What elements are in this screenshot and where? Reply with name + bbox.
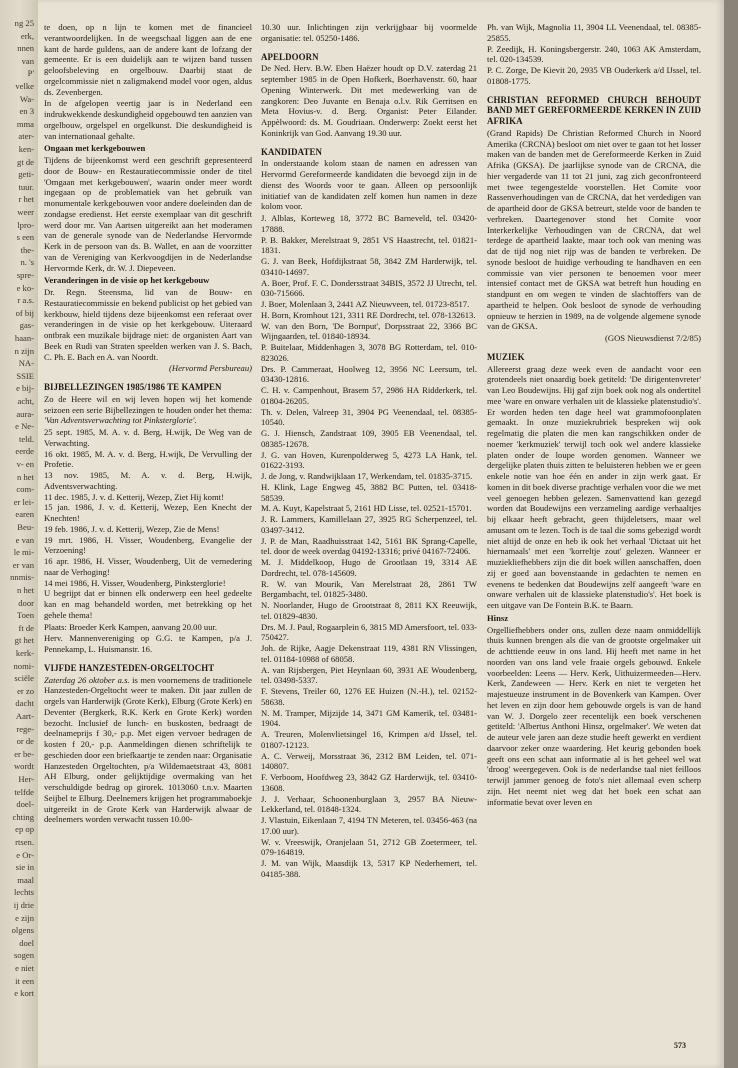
candidate-entry: A. Treuren, Molenvlietsingel 16, Krimpen a/d IJssel, tel. 01807-12123. (261, 729, 477, 750)
lecture-date-list (44, 427, 252, 588)
gutter-fragment: gt het (14, 635, 34, 646)
candidate-entry: A. van Rijsbergen, Piet Heynlaan 60, 3931 AE Woudenberg, tel. 03498-5337. (261, 664, 477, 686)
candidate-entry: G. J. van Beek, Hofdijkstraat 58, 3842 ZM Harderwijk, tel. 03410-14697. (261, 256, 477, 277)
candidate-entry: J. P. de Man, Raadhuisstraat 142, 5161 BK Sprang-Capelle, tel. door de week overdag 04192-13316; privé 04167-72406. (261, 535, 477, 557)
gutter-fragment: Toen (16, 610, 34, 621)
candidate-entry: A. C. Verweij, Morsstraat 36, 2312 BM Leiden, tel. 071-140807. (261, 750, 477, 772)
candidate-entry: W. van den Born, 'De Bornput', Dorpsstraat 22, 3366 BC Wijngaarden, tel. 01840-18934. (261, 320, 477, 342)
gutter-fragment: sciële (14, 673, 34, 684)
gutter-fragment: eerde (15, 446, 34, 457)
gutter-fragment: gas- (19, 320, 34, 331)
gutter-fragment: en 3 (19, 106, 34, 117)
col1-paragraph: Dr. Regn. Steensma, lid van de Bouw- en Restauratiecommissie en bekend publicist op het gebied van kerkbouw, hield tijdens deze bijeenkomst een referaat over veranderingen in de visie op het kerkgebouw. Uiteraard ontbrak een muzikale bijdrage niet: de organisten Aart van Beek en Rudi van Straten speelden werken van J. S. Bach, C. Ph. E. Bach en A. van Noordt. (44, 287, 252, 362)
gutter-fragment: ng 25 (14, 18, 34, 28)
gutter-fragment: olgens (11, 925, 34, 936)
lecture-date-item: 11 dec. 1985, J. v. d. Ketterij, Wezep, Ziet Hij komt! (44, 491, 224, 502)
gutter-fragment: Beu- (17, 522, 34, 532)
col3-heading-crc: CHRISTIAN REFORMED CHURCH BEHOUDT BAND MET GEREFORMEERDE KERKEN IN ZUID AFRIKA (487, 94, 701, 126)
gutter-fragment: geti- (18, 169, 34, 180)
candidate-entry: F. Stevens, Treiler 60, 1276 EE Huizen (N.-H.), tel. 02152-58638. (261, 686, 477, 707)
candidate-entry: R. W. van Mourik, Van Merelstraat 28, 2861 TW Bergambacht, tel. 01825-3480. (261, 578, 477, 600)
gutter-fragment: e bij- (16, 383, 34, 394)
candidate-entry: J. J. Verhaar, Schoonenburglaan 3, 2957 BA Nieuw-Lekkerland, tel. 01848-1324. (261, 793, 477, 815)
candidate-list-continued (487, 22, 701, 87)
gutter-fragment: or de (16, 736, 34, 747)
col3-subheading-hinsz: Hinsz (487, 612, 509, 623)
col1-paragraph: U begrijpt dat er binnen elk onderwerp een heel gedeelte kan en mag behandeld worden, met betrekking op het gehele thema! (44, 588, 252, 620)
lecture-date-item: 16 okt. 1985, M. A. v. d. Berg, H.wijk, De Vervulling der Profetie. (44, 448, 252, 470)
candidate-entry: A. Boer, Prof. F. C. Dondersstraat 34BIS, 3572 JJ Utrecht, tel. 030-715666. (261, 277, 477, 299)
gutter-fragment: e zijn (15, 912, 34, 923)
gutter-fragment: Aart- (15, 711, 34, 721)
candidate-entry: Drs. P. Cammeraat, Hoolweg 12, 3956 NC Leersum, tel. 03430-12816. (261, 363, 477, 385)
gutter-fragment: lechts (13, 887, 34, 898)
col3-paragraph: Allereerst graag deze week even de aandacht voor een grotendeels niet onaardig boek getiteld: 'De dirigentenvreter' van Leo Boudewijns. Hij gaf zijn boek ook nog als ondertitel mee 'ware en onware verhalen uit de klassieke platenstudio's'. Er worden heden ten dage heel wat grammofoonplaten gemaakt. In onze muziekrubriek bespreken wij ook regelmatig die platen die men kan rangschikken onder de noemer 'kerkmuziek' terwijl toch ook wel andere klassieke platen onder de loupe worden genomen. Wanneer we dergelijke platen thuis zitten te beluisteren hebben we er geen enkele notie van hoe één en ander in zijn werk gaat. Er komen in dit boek diverse prachtige verhalen voor die we met veel genoegen hebben gelezen. Samenvattend kan gezegd worden dat Boudewijns een verzameling aardige verhaaltjes bij elkaar heeft gebracht, geen thijdeletsers, maar wel amusant om te lezen. Toch is de taal die soms gebezigd wordt niet altijd de onze en heb ik ook het verhaal 'Dictaat uit het hiernamaals' met een 'korreltje zout' gelezen. Wanneer er muziekliefhebbers zijn die dit boek willen aanschaffen, doen zij er goed aan bovenstaande in gedachten te nemen en evenens te bedenken dat Boudewijns zelf aangeeft 'ware en onware verhalen uit de klassieke platenstudio's'. Het boek is een uitgave van De Fontein B.K. te Baarn. (487, 363, 701, 610)
col1-paragraph (44, 394, 252, 426)
candidate-entry: M. J. Middelkoop, Hugo de Grootlaan 19, 3314 AE Dordrecht, tel. 078-145609. (261, 557, 477, 578)
gutter-fragment: doel (19, 937, 34, 948)
candidate-entry: J. Boer, Molenlaan 3, 2441 AZ Nieuwveen, tel. 01723-8517. (261, 299, 470, 309)
gutter-fragment: rtsen. (15, 837, 34, 847)
candidate-entry: P. B. Bakker, Merelstraat 9, 2851 VS Haastrecht, tel. 01821-1831. (261, 234, 477, 256)
candidate-entry: Joh. de Rijke, Aagje Dekenstraat 119, 4381 RN Vlissingen, tel. 01184-10988 of 68058. (261, 643, 477, 664)
col2-heading-apeldoorn: APELDOORN (261, 51, 319, 62)
gutter-fragment: n. 's (20, 257, 34, 268)
previous-page-edge (0, 0, 38, 1068)
gutter-fragment: rege- (16, 723, 34, 734)
gutter-fragment: van (21, 55, 34, 66)
gutter-fragment: v- en (16, 459, 34, 469)
gutter-fragment: le mi- (13, 547, 34, 558)
gutter-fragment: n het (17, 471, 34, 482)
lecture-date-item: 13 nov. 1985, M. A. v. d. Berg, H.wijk, Adventsverwachting. (44, 470, 252, 491)
gutter-fragment: maal (17, 874, 34, 885)
gutter-fragment: Her- (18, 774, 34, 784)
gutter-fragment: ij drie (13, 900, 34, 910)
gutter-fragment: sogen (13, 950, 34, 961)
gutter-fragment: lpro- (17, 219, 34, 230)
gutter-fragment: e Ne- (15, 421, 34, 432)
candidate-entry: F. Verboom, Hoofdweg 23, 3842 GZ Harderwijk, tel. 03410-13608. (261, 772, 477, 793)
gutter-fragment: er lei- (13, 496, 34, 507)
gutter-fragment: e kort (14, 988, 34, 999)
col3-paragraph: Orgelliefhebbers onder ons, zullen deze naam onmiddellijk thuis kunnen brengen als die van de grootste orgelmaker uit de achttiende eeuw in ons land. Hij heeft met name in het noorden van ons land vele fraaie orgels gebouwd. Enkele voorbeelden: Leens — Herv. Kerk, Uithuizermeeden—Herv. Kerk, Zandeween — Herv. Kerk en niet te vergeten het majestueuze instrument in de Bovenkerk van Kampen. Over het leven en zijn door hem gebouwde orgels is van de hand van W. J. Dorgelo zeer recentelijk een boek verschenen getiteld: 'Albertus Anthoni Hinsz, orgelmaker'. We weten dat de auteur vele jaren aan deze studie heeft gewerkt en verdient daarvoor zeker onze waardering. Het keurig gebonden boek geeft ons een schat aan informatie al is het geheel wel wat 'droog' weergegeven. Ook is de nederlandse taal niet feilloos terwijl jammer genoeg de foto's niet allemaal even scherp zijn. Het neemt niet weg dat het boek een schat aan informatie bevat over leven en (487, 624, 701, 807)
gutter-fragment: nnmis- (10, 572, 34, 583)
col1-paragraph: Plaats: Broeder Kerk Kampen, aanvang 20.00 uur. (44, 621, 218, 632)
gutter-fragment: r a.s. (17, 295, 34, 306)
gutter-fragment: chting (12, 811, 34, 822)
column-1 (44, 22, 252, 826)
col1-subheading: Ongaan met kerkgebouwen (44, 143, 146, 154)
gutter-fragment: r het (18, 194, 34, 205)
gutter-fragment: e ko- (16, 282, 34, 293)
gutter-fragment: telfde (14, 786, 34, 797)
candidate-entry: Drs. M. J. Paul, Rogaarplein 6, 3815 MD Amersfoort, tel. 033-750427. (261, 621, 478, 643)
candidate-entry: N. Noorlander, Hugo de Grootstraat 8, 2811 KX Reeuwijk, tel. 01829-4830. (261, 600, 477, 621)
gutter-fragment: er van (12, 559, 34, 570)
col3-source: (GOS Nieuwsdienst 7/2/85) (605, 333, 701, 343)
candidate-entry: N. M. Tramper, Mijzijde 14, 3471 GM Kamerik, tel. 03481-1904. (261, 707, 477, 729)
gutter-fragment: door (18, 597, 34, 608)
gutter-fragment: ft de (18, 622, 34, 633)
col3-paragraph: (Grand Rapids) De Christian Reformed Church in Noord Amerika (CRCNA) besloot om niet over te gaan tot het losser maken van de banden met de Gereformeerde Kerken in Zuid Afrika (GKSA). De jaarlijkse synode van de CRCNA, die hier vergaderde van 11 tot 21 juni, zag zich geconfronteerd met twee tegengestelde voorstellen. Het Comite voor Rassenverhoudingen van de CRCNA, dat het verdedigen van de apartheid door de GKSA betreurt, stelde voor de banden te verbreken. Daartegenover stond het Comite voor Interkerkelijke Verhoudingen van de CRCNA, dat wel terdege de apartheid laakte, maar toch ook van mening was dat de tijd nog niet rijp was de banden te verbreken. De synode besloot de huidige verhouding te handhaven en een commissie van vier personen te benoemen voor meer intensief contact met de GKSA wat betreft hun houding en standpunt en om wegen te vinden de slachtoffers van de apartheid te helpen. Ook besloot de synode de verhouding opnieuw te herzien in 1989, na de volgende algemene synode van de GKSA. (487, 127, 701, 332)
lecture-date-item: 19 mrt. 1986, H. Visser, Woudenberg, Evangelie der Verzoening! (44, 534, 252, 556)
gutter-fragment: NA- (18, 358, 34, 369)
gutter-fragment: P' (27, 68, 34, 79)
col1-intro: te doen, op n lijn te komen met de financieel verantwoordelijken. In de weegschaal liggen aan de ene kant de harde guldens, aan de andere kant de lofzang der gemeente. Er is een duidelijk aan te wijzen band tussen geloofsbeleving en orgelbouw. Daarbij staat de orgelcommissie niet n zaligmakend model voor ogen, aldus ds. Zevenbergen. (44, 22, 252, 97)
page-number: 573 (674, 1041, 686, 1050)
candidate-entry: J. M. van Wijk, Maasdijk 13, 5317 KP Nederhemert, tel. 04185-388. (261, 858, 477, 879)
col2-heading-kandidaten: KANDIDATEN (261, 146, 322, 157)
col1-paragraph: In de afgelopen veertig jaar is in Nederland een indrukwekkende deskundigheid opgebouwd ten aanzien van orgelbouw, orgelspel en orgelkunst. Die deskundigheid is van internationaal gehalte. (44, 98, 252, 141)
gutter-fragment: e Or- (16, 849, 34, 860)
gutter-fragment: erk, (20, 30, 34, 41)
gutter-fragment: kerk- (15, 648, 34, 658)
gutter-fragment: of bij (15, 307, 34, 318)
col2-paragraph: In onderstaande kolom staan de namen en adressen van Hervormd Gereformeerde kandidaten die bevoegd zijn in de dienst des Woords voor te gaan. Alleen op persoonlijk initiatief van de kandidaten zelf komen hun namen in deze kolom voor. (261, 158, 477, 212)
col2-intro: 10.30 uur. Inlichtingen zijn verkrijgbaar bij voormelde organisatie: tel. 05250-1486. (261, 22, 477, 43)
column-2 (261, 22, 477, 880)
gutter-fragment: nnen (17, 43, 34, 54)
candidate-list (261, 213, 477, 880)
gutter-fragment: e niet (15, 963, 34, 973)
col2-paragraph: De Ned. Herv. B.W. Eben Haëzer houdt op D.V. zaterdag 21 september 1985 in de Open Hofkerk, Boerhavenstr. 60, haar Opening Winterwerk. Dit met medewerking van de zangkoren: Deo Juvante en Benaja o.l.v. Rik Gerritsen en Meta Hovius-v. d. Berg. Organist: Peter Eilander. Appèlwoord: ds. M. Goudriaan. Onderwerp: Zoekt eerst het Koninkrijk van God. Aanvang 19.30 uur. (261, 63, 477, 138)
candidate-entry: G. J. Hiensch, Zandstraat 109, 3905 EB Veenendaal, tel. 08385-12678. (261, 428, 477, 449)
col1-paragraph: Tijdens de bijeenkomst werd een geschrift gepresenteerd door de Bouw- en Restauratiecommissie onder de titel 'Omgaan met kerkgebouwen', waarin onder meer wordt ingegaan op de problematiek van het gebruik van monumentale kerkgebouwen voor andere doeleinden dan de zondagse eredienst. Het eerste exemplaar van dit geschrift werd door mr. Van Aartsen uitgereikt aan het moderamen van de generale synode van de Nederlandse Hervormde Kerk in de persoon van ds. B. Wallet, en aan de voorzitter van de Vereniging van Kerkvoogdijen in de Nederlandse Hervormde Kerk, dr. W. J. Diepeveen. (44, 155, 252, 273)
gutter-fragment: ater- (18, 131, 34, 142)
candidate-entry: J. de Jong, v. Randwijklaan 17, Werkendam, tel. 01835-3715. (261, 471, 473, 481)
gutter-fragment: s een (16, 232, 34, 243)
gutter-fragment: dacht (15, 698, 34, 709)
gutter-fragment: er be- (14, 748, 34, 759)
col1-paragraph: Herv. Mannenvereniging op G.G. te Kampen, p/a J. Pennekamp, L. Huismanstr. 16. (44, 633, 252, 654)
col1-subheading: Veranderingen in de visie op het kerkgebouw (44, 275, 210, 286)
gutter-fragment: velke (15, 81, 34, 91)
gutter-fragment: e van (15, 534, 34, 545)
col1-theme: 'Van Adventsverwachting tot Pinksterglorie'. (44, 415, 197, 426)
candidate-entry: H. Born, Kromhout 121, 3311 RE Dordrecht, tel. 078-132613. (261, 309, 476, 320)
gutter-fragment: it een (15, 975, 34, 986)
gutter-fragment: n het (17, 585, 34, 595)
candidate-entry: Ph. van Wijk, Magnolia 11, 3904 LL Veenendaal, tel. 08385-25855. (487, 22, 701, 43)
candidate-entry: J. Vlastuin, Eikenlaan 7, 4194 TN Meteren, tel. 03456-463 (na 17.00 uur). (261, 815, 477, 836)
gutter-fragment: ken- (18, 144, 34, 154)
col1-text: is men voornemens de traditionele Hanzesteden-Orgeltocht weer te maken. Dit jaar zullen de orgels van Harderwijk (Grote Kerk), Elburg (Grote Kerk) en Deventer (Bergkerk, R.K. Kerk en Grote Kerk) worden bezocht. Inclusief de lunch- en buskosten, bedraagt de deelnameprijs f 30,- p.p. Met eigen vervoer bedragen de kosten f 20,- p.p. Aanmeldingen dienen schriftelijk te geschieden door een briefkaartje te zenden naar: Organisatie Hanzesteden Orgeltochten, p/a Wildemaetstraat 43, 8081 AH Elburg, onder gelijktijdige overmaking van het verschuldigde bedrag op girorek. 1013060 t.n.v. Maarten Seijbel te Elburg. Deelnemers krijgen het programmaboekje uitgereikt in de Grote Kerk van Harderwijk alwaar de deelnemers worden verwacht tussen 10.00- (44, 674, 253, 825)
gutter-fragment: doel- (16, 799, 34, 810)
gutter-fragment: mma (16, 118, 34, 129)
candidate-entry: Th. v. Delen, Valreep 31, 3904 PG Veenendaal, tel. 08385-10540. (261, 406, 477, 428)
candidate-entry: P. C. Zorge, De Kievit 20, 2935 VB Ouderkerk a/d IJssel, tel. 01808-1775. (487, 65, 701, 86)
candidate-entry: M. A. Kuyt, Kapelstraat 5, 2161 HD Lisse, tel. 02521-15701. (261, 503, 472, 514)
gutter-fragment: haan- (14, 333, 34, 343)
lecture-date-item: 25 sept. 1985, M. A. v. d. Berg, H.wijk, De Weg van de Verwachting. (44, 427, 252, 448)
gutter-fragment: tuur. (18, 181, 34, 192)
col1-heading-bijbellezingen: BIJBELLEZINGEN 1985/1986 TE KAMPEN (44, 382, 222, 392)
gutter-fragment: Wa- (19, 93, 34, 104)
gutter-fragment: spre- (16, 270, 34, 280)
col3-heading-muziek: MUZIEK (487, 351, 525, 362)
gutter-fragment: aura- (16, 408, 34, 419)
candidate-entry: H. Klink, Lage Engweg 45, 3882 BC Putten, tel. 03418-58539. (261, 481, 477, 503)
gutter-fragment: SSIE (16, 370, 34, 381)
gutter-fragment: nomi- (13, 660, 34, 671)
candidate-entry: W. v. Vreeswijk, Oranjelaan 51, 2712 GB Zoetermeer, tel. 079-164819. (261, 836, 477, 858)
lecture-date-item: 15 jan. 1986, J. v. d. Ketterij, Wezep, Een Knecht der Knechten! (44, 502, 252, 523)
col1-paragraph (44, 675, 252, 826)
gutter-fragment: the- (20, 244, 34, 255)
gutter-fragment: wordt (13, 761, 34, 772)
col1-text: Zo de Heere wil en wij leven hopen wij het komende seizoen een serie Bijbellezingen te houden onder het thema: (44, 393, 252, 415)
lecture-date-item: 14 mei 1986, H. Visser, Woudenberg, Pinksterglorie! (44, 577, 226, 588)
gutter-fragment: com- (16, 484, 34, 495)
gutter-fragment: teld. (18, 433, 34, 444)
candidate-entry: C. H. v. Campenhout, Brasem 57, 2986 HA Ridderkerk, tel. 01804-26205. (261, 385, 477, 406)
lecture-date-item: 16 apr. 1986, H. Visser, Woudenberg, Uit de vernedering naar de Verhoging! (44, 556, 252, 577)
gutter-fragment: earen (15, 509, 34, 520)
candidate-entry: P. Buitelaar, Middenhagen 3, 3078 BG Rotterdam, tel. 010-823026. (261, 342, 477, 363)
gutter-fragment: ep op (15, 824, 34, 835)
gutter-fragment: er zo (17, 685, 34, 696)
col1-date: Zaterdag 26 oktober a.s. (44, 674, 130, 685)
gutter-fragment: gt de (17, 156, 34, 167)
col1-source: (Hervormd Persbureau) (169, 363, 252, 374)
gutter-fragment: acht, (17, 396, 34, 406)
candidate-entry: J. G. van Hoven, Kurenpolderweg 5, 4273 LA Hank, tel. 01622-3193. (261, 449, 477, 471)
candidate-entry: P. Zeedijk, H. Koningsbergerstr. 240, 1063 AK Amsterdam, tel. 020-134539. (487, 43, 701, 65)
gutter-fragment: weer (17, 207, 34, 217)
column-3 (487, 22, 701, 808)
candidate-entry: J. Alblas, Korteweg 18, 3772 BC Barneveld, tel. 03420-17888. (261, 213, 477, 234)
lecture-date-item: 19 feb. 1986, J. v. d. Ketterij, Wezep, Zie de Mens! (44, 523, 220, 534)
candidate-entry: J. R. Lammers, Kamillelaan 27, 3925 RG Scherpenzeel, tel. 03497-3412. (261, 514, 477, 535)
gutter-fragment: n zijn (14, 345, 34, 356)
col1-heading-orgeltocht: VIJFDE HANZESTEDEN-ORGELTOCHT (44, 662, 215, 673)
gutter-fragment: sie in (15, 862, 34, 873)
